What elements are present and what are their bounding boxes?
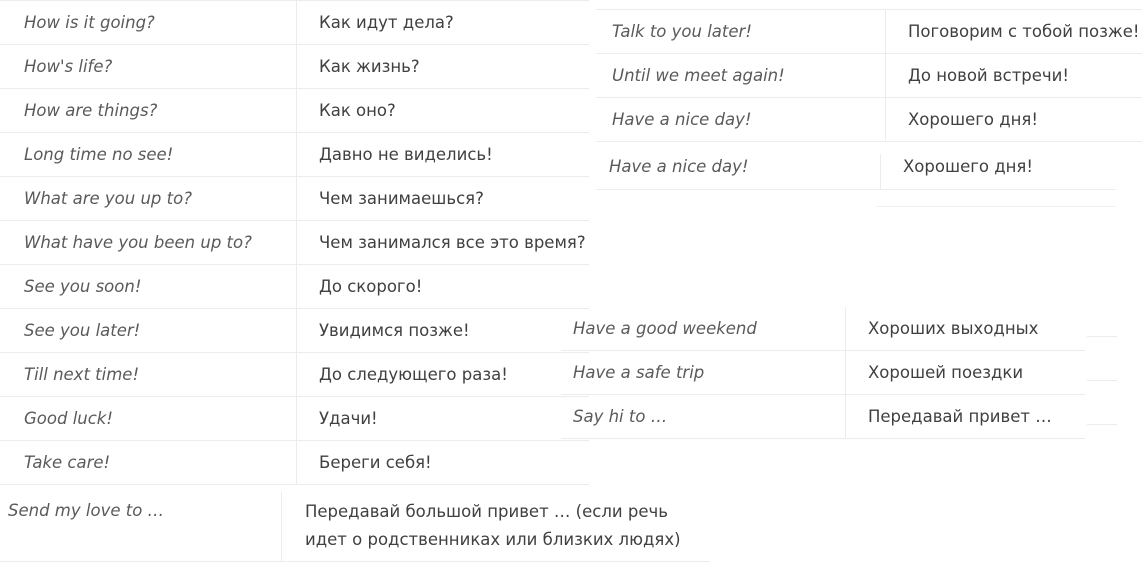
phrase-ru: Поговорим с тобой позже! — [886, 10, 1142, 54]
table-row — [0, 309, 589, 353]
table-row — [0, 89, 589, 133]
table-row — [0, 133, 589, 177]
phrase-en: Have a nice day! — [596, 98, 886, 142]
table-row — [0, 397, 589, 441]
phrase-en: Take care! — [0, 441, 297, 485]
phrase-en: Have a nice day! — [609, 157, 749, 176]
phrase-ru: Давно не виделись! — [297, 133, 590, 177]
phrase-en: Long time no see! — [0, 133, 297, 177]
table-row — [0, 45, 589, 89]
phrase-en: Have a good weekend — [561, 307, 846, 351]
phrases-table-top-right — [596, 9, 1142, 142]
phrase-ru: До следующего раза! — [297, 353, 590, 397]
phrase-ru: Хорошей поездки — [846, 351, 1086, 395]
phrase-en: Good luck! — [0, 397, 297, 441]
phrase-en: How are things? — [0, 89, 297, 133]
phrase-ru: Как жизнь? — [297, 45, 590, 89]
phrase-ru: До скорого! — [297, 265, 590, 309]
table-row — [561, 395, 1085, 439]
row-divider — [0, 561, 710, 562]
table-row — [0, 177, 589, 221]
phrase-ru: Хороших выходных — [846, 307, 1086, 351]
phrase-ru: Передавай большой привет … (если речь идет о родственниках или близких людях) — [305, 502, 681, 549]
phrase-ru: Как оно? — [297, 89, 590, 133]
phrase-en: Talk to you later! — [596, 10, 886, 54]
phrase-ru: Береги себя! — [297, 441, 590, 485]
table-row — [561, 351, 1085, 395]
phrase-en: See you later! — [0, 309, 297, 353]
phrase-en: Until we meet again! — [596, 54, 886, 98]
phrase-ru: Чем занимаешься? — [297, 177, 590, 221]
phrase-en: What are you up to? — [0, 177, 297, 221]
row-divider — [1087, 380, 1117, 381]
table-row — [596, 10, 1142, 54]
phrases-table-main — [0, 0, 589, 485]
phrases-table-mid-right — [561, 307, 1085, 439]
column-divider — [880, 154, 881, 190]
table-row — [0, 265, 589, 309]
phrase-ru: Хорошего дня! — [886, 98, 1142, 142]
phrase-en: How is it going? — [0, 1, 297, 45]
phrase-en: See you soon! — [0, 265, 297, 309]
phrase-ru: Хорошего дня! — [903, 157, 1033, 176]
table-row — [561, 307, 1085, 351]
phrase-en: Say hi to … — [561, 395, 846, 439]
table-row — [0, 221, 589, 265]
table-row — [0, 486, 710, 562]
phrase-ru: Чем занимался все это время? — [297, 221, 590, 265]
table-row — [596, 98, 1142, 142]
phrase-en: Till next time! — [0, 353, 297, 397]
row-divider — [596, 189, 1116, 190]
phrase-ru: Передавай привет … — [846, 395, 1086, 439]
table-row — [596, 146, 1116, 190]
table-row — [0, 1, 589, 45]
table-row — [596, 54, 1142, 98]
row-divider — [1087, 424, 1117, 425]
row-divider — [1087, 336, 1117, 337]
column-divider — [281, 492, 282, 562]
phrase-ru: Увидимся позже! — [297, 309, 590, 353]
table-row — [0, 441, 589, 485]
phrase-ru: Удачи! — [297, 397, 590, 441]
table-row — [0, 353, 589, 397]
row-divider — [876, 206, 1116, 207]
phrase-en: What have you been up to? — [0, 221, 297, 265]
phrase-en: How's life? — [0, 45, 297, 89]
phrase-en: Send my love to … — [8, 501, 165, 520]
phrase-ru: Как идут дела? — [297, 1, 590, 45]
phrase-ru: До новой встречи! — [886, 54, 1142, 98]
phrase-en: Have a safe trip — [561, 351, 846, 395]
